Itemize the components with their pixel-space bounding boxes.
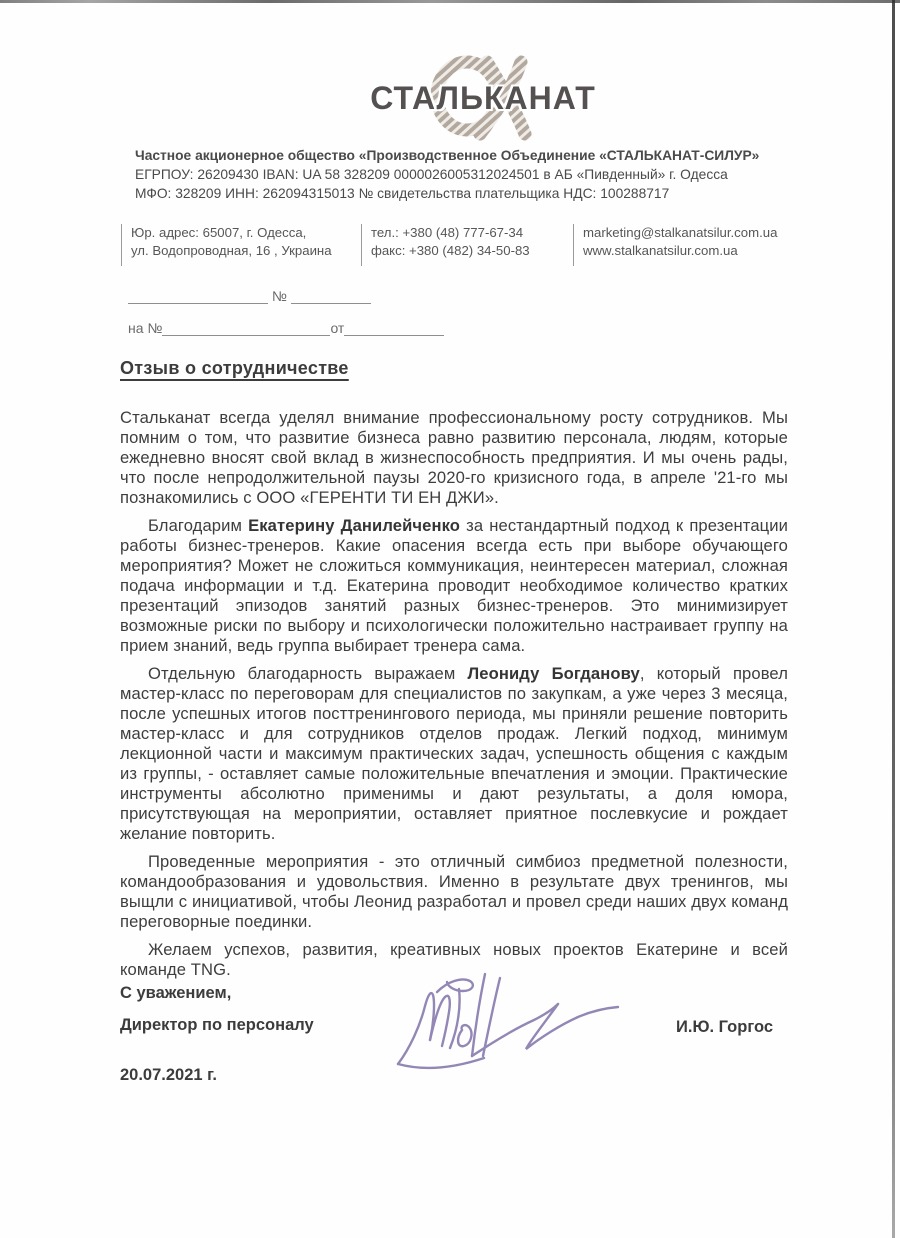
company-iban-line: ЕГРПОУ: 26209430 IBAN: UA 58 328209 0000026005312024501 в АБ «Пивденный» г. Одесса (135, 167, 728, 182)
number-label: № (271, 288, 287, 304)
paragraph-3 (120, 664, 788, 844)
paragraph-text: Отдельную благодарность выражаем (148, 664, 468, 683)
letter-title: Отзыв о сотрудничестве (120, 358, 349, 378)
fax-number: факс: +380 (482) 34-50-83 (371, 242, 530, 258)
legal-address-line2: ул. Водопроводная, 16 , Украина (131, 242, 332, 258)
address-column (121, 224, 356, 266)
web-column (573, 224, 813, 266)
paragraph-text: Благодарим (148, 516, 249, 535)
paragraph-1 (120, 408, 788, 508)
letter-date: 20.07.2021 г. (120, 1066, 217, 1084)
bold-name-ekaterina: Екатерину Данилейченко (248, 516, 461, 535)
on-number-blank-line (162, 321, 330, 336)
paragraph-2 (120, 516, 788, 656)
phone-number: тел.: +380 (48) 777-67-34 (371, 225, 524, 240)
scan-artifact-top-edge (0, 0, 900, 3)
paragraph-4 (120, 852, 788, 932)
contacts-block (0, 224, 900, 270)
signer-position: Директор по персоналу (120, 1016, 314, 1034)
company-logo (368, 44, 598, 156)
logo-wordmark: СТАЛЬКАНАТ (370, 80, 596, 116)
handwritten-signature (392, 968, 622, 1080)
paragraph-text: Стальканат всегда уделял внимание профессиональному росту сотрудников. Мы помним о том, что развитие бизнеса равно развитию персонала, людям, которые ежедневно вносят свой вклад в жизнеспособность предприятия. И мы очень рады, что после непродолжительной паузы 2020-го кризисного года, в апреле '21-го мы познакомились с ООО «ГЕРЕНТИ ТИ ЕН ДЖИ». (120, 408, 788, 507)
incoming-ref-row (128, 320, 444, 336)
outgoing-ref-row (128, 288, 371, 304)
paragraph-text: Желаем успехов, развития, креативных новых проектов Екатерине и всей команде TNG. (120, 940, 788, 979)
closing-salutation: С уважением, (120, 984, 232, 1002)
date-blank-line (128, 289, 268, 304)
on-number-label: на № (128, 320, 163, 336)
paragraph-text: , который провел мастер-класс по переговорам для специалистов по закупкам, а уже через 3 месяца, после успешных итогов посттренингового периода, мы приняли решение повторить мастер-класс и для сотрудников отделов продаж. Легкий подход, минимум лекционной части и максимум практических задач, успешность общения с каждым из группы, - оставляет самые положительные впечатления и эмоции. Практические инструменты абсолютно применимы и дают результаты, а доля юмора, присутствующая на мероприятии, оставляет приятное послевкусие и рождает желание повторить. (120, 664, 788, 843)
email-address: marketing@stalkanatsilur.com.ua (583, 225, 778, 240)
company-info-block (135, 146, 815, 203)
company-tax-line: МФО: 328209 ИНН: 262094315013 № свидетельства плательщика НДС: 100288717 (135, 186, 670, 201)
from-blank-line (344, 321, 444, 336)
paragraph-text: за нестандартный подход к презентации работы бизнес-тренеров. Какие опасения всегда есть при выборе обучающего мероприятия? Может не сложиться коммуникация, неинтересен материал, сложная подача информации и т.д. Екатерина проводит необходимое количество кратких презентаций эпизодов занятий разных бизнес-тренеров. Это минимизирует возможные риски по выбору и психологически положительно настраивает группу на прием знаний, ведь группа выбирает тренера сама. (120, 516, 788, 655)
website-address: www.stalkanatsilur.com.ua (583, 242, 738, 258)
letter-body (120, 408, 788, 988)
number-blank-line (291, 289, 371, 304)
legal-address-line1: Юр. адрес: 65007, г. Одесса, (131, 225, 307, 240)
scan-artifact-right-edge (892, 0, 895, 1238)
paragraph-text: Проведенные мероприятия - это отличный симбиоз предметной полезности, командообразования и удовольствия. Именно в результате двух тренингов, мы выщли с инициативой, чтобы Леонид разработал и провел среди наших двух команд переговорные поединки. (120, 852, 788, 931)
phone-column (361, 224, 556, 266)
signature-strokes (398, 974, 618, 1068)
from-label: от (330, 320, 345, 336)
signer-name: И.Ю. Горгос (676, 1018, 774, 1036)
company-name: Частное акционерное общество «Производственное Объединение «СТАЛЬКАНАТ-СИЛУР» (135, 148, 760, 163)
bold-name-leonid: Леониду Богданову (467, 664, 640, 683)
